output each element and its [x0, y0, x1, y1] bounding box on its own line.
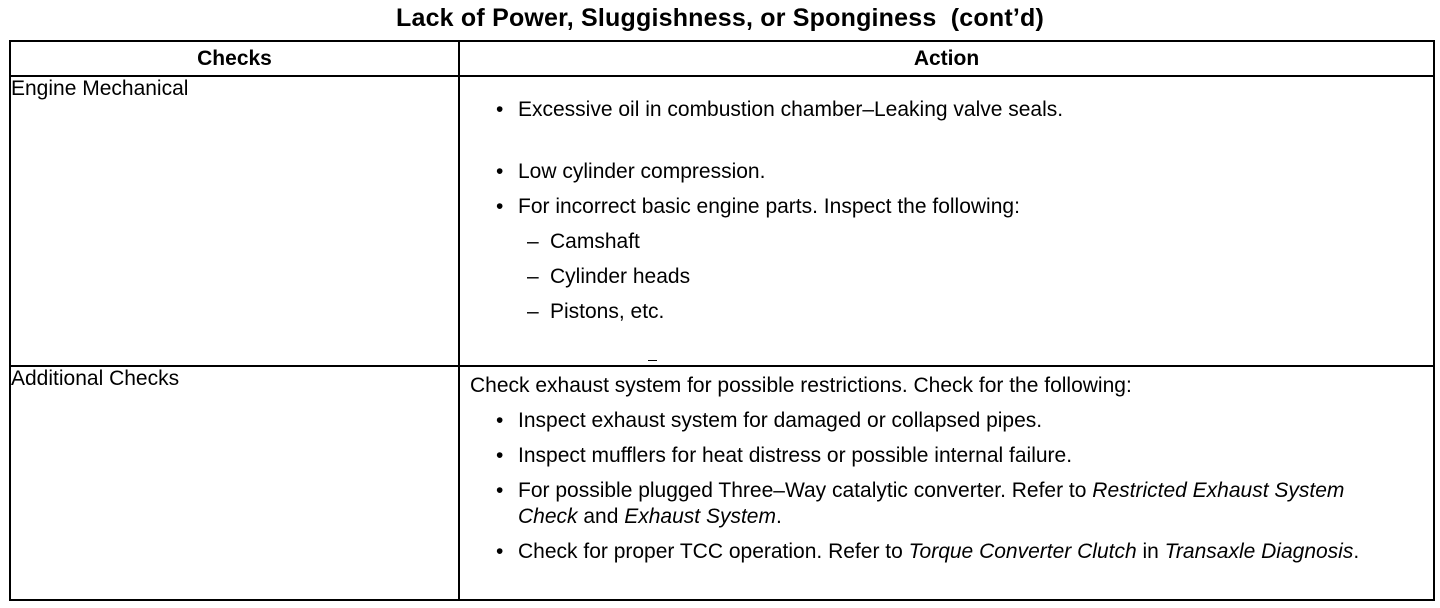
- page-title: Lack of Power, Sluggishness, or Sponginess (cont’d): [396, 4, 1044, 32]
- bullet-item: [460, 408, 1433, 434]
- bullet-item: [460, 478, 1433, 530]
- bullet-text: For incorrect basic engine parts. Inspect the following:: [518, 195, 1020, 218]
- bullet-item: [460, 159, 1433, 185]
- action-intro: Check exhaust system for possible restrictions. Check for the following:: [470, 374, 1132, 397]
- bullet-text: Low cylinder compression.: [518, 160, 766, 183]
- bullet-item: [460, 97, 1433, 123]
- bullet-icon: •: [496, 479, 504, 502]
- bullet-text: .: [775, 505, 782, 528]
- table-header-row: [10, 41, 1434, 76]
- column-header-checks: Checks: [10, 41, 459, 76]
- sub-item-text: Cylinder heads: [550, 265, 691, 288]
- bullet-text: Excessive oil in combustion chamber–Leaking valve seals.: [518, 98, 1064, 121]
- bullet-text: and: [577, 505, 625, 528]
- bullet-text: Inspect mufflers for heat distress or possible internal failure.: [518, 444, 1073, 467]
- diagnosis-table: [9, 40, 1435, 601]
- reference-transaxle-diagnosis: Transaxle Diagnosis: [1164, 540, 1354, 563]
- stray-mark: [648, 360, 657, 362]
- bullet-icon: •: [496, 409, 504, 432]
- bullet-text: in: [1136, 540, 1165, 563]
- bullet-icon: •: [496, 444, 504, 467]
- bullet-item: [460, 443, 1433, 469]
- bullet-icon: •: [496, 160, 504, 183]
- bullet-icon: •: [496, 98, 504, 121]
- table-row: [10, 366, 1434, 600]
- sub-item-text: Pistons, etc.: [550, 300, 665, 323]
- column-header-action: Action: [459, 41, 1434, 76]
- bullet-item: [460, 194, 1433, 220]
- reference-restricted-exhaust-system-check: Restricted Exhaust System Check: [518, 479, 1345, 528]
- bullet-item: [460, 539, 1433, 565]
- check-cell: [10, 366, 459, 600]
- table-row: [10, 76, 1434, 366]
- check-label: Additional Checks: [11, 367, 180, 390]
- bullet-icon: •: [496, 195, 504, 218]
- bullet-icon: •: [496, 540, 504, 563]
- action-cell: [459, 76, 1434, 366]
- bullet-text: Inspect exhaust system for damaged or collapsed pipes.: [518, 409, 1043, 432]
- check-cell: [10, 76, 459, 366]
- reference-exhaust-system: Exhaust System: [624, 505, 776, 528]
- sub-item: [460, 299, 1433, 325]
- dash-icon: –: [527, 265, 539, 288]
- sub-item-text: Camshaft: [550, 230, 640, 253]
- reference-torque-converter-clutch: Torque Converter Clutch: [908, 540, 1137, 563]
- check-label: Engine Mechanical: [11, 77, 189, 100]
- bullet-text: Check for proper TCC operation. Refer to: [518, 540, 909, 563]
- dash-icon: –: [527, 300, 539, 323]
- bullet-text: .: [1353, 540, 1360, 563]
- sub-item: [460, 264, 1433, 290]
- bullet-text: For possible plugged Three–Way catalytic converter. Refer to: [518, 479, 1093, 502]
- dash-icon: –: [527, 230, 539, 253]
- action-cell: [459, 366, 1434, 600]
- sub-item: [460, 229, 1433, 255]
